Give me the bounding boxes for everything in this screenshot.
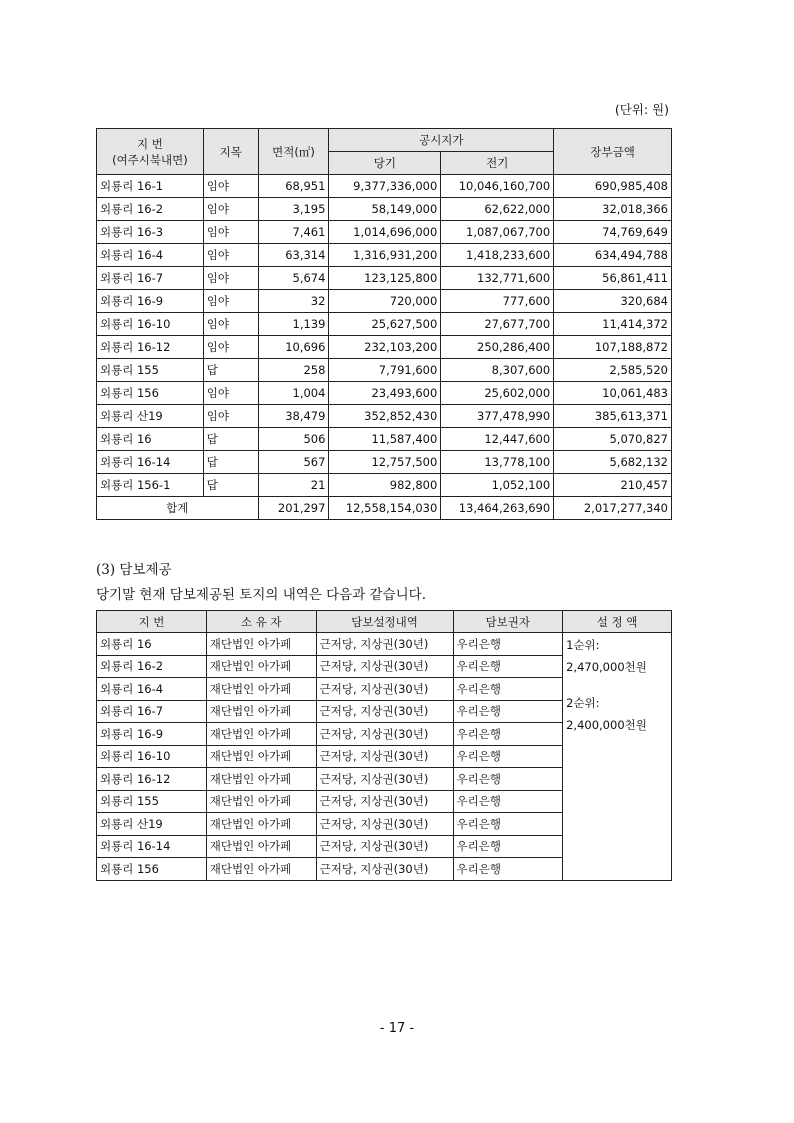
cell-lot: 외룡리 156 — [97, 382, 204, 405]
collateral-cell-lot: 외룡리 155 — [97, 790, 207, 813]
cell-current: 12,757,500 — [329, 451, 441, 474]
cell-area: 3,195 — [258, 198, 329, 221]
cell-category: 임야 — [203, 267, 258, 290]
cell-area: 506 — [258, 428, 329, 451]
page-number: - 17 - — [379, 1021, 415, 1036]
collateral-header-owner: 소 유 자 — [206, 611, 316, 633]
collateral-cell-lot: 외룡리 16-9 — [97, 723, 207, 746]
collateral-table — [96, 610, 672, 881]
header-official-price: 공시지가 — [329, 129, 554, 152]
collateral-cell-holder: 우리은행 — [453, 768, 563, 791]
cell-lot: 외룡리 16-10 — [97, 313, 204, 336]
total-previous: 13,464,263,690 — [441, 497, 554, 520]
collateral-cell-owner: 재단법인 아가페 — [206, 813, 316, 836]
collateral-cell-holder: 우리은행 — [453, 858, 563, 881]
cell-book: 2,585,520 — [554, 359, 672, 382]
table-row — [97, 267, 672, 290]
cell-current: 232,103,200 — [329, 336, 441, 359]
collateral-cell-details: 근저당, 지상권(30년) — [316, 678, 453, 701]
cell-previous: 1,418,233,600 — [441, 244, 554, 267]
cell-current: 58,149,000 — [329, 198, 441, 221]
collateral-cell-owner: 재단법인 아가페 — [206, 858, 316, 881]
cell-lot: 외룡리 16 — [97, 428, 204, 451]
cell-category: 임야 — [203, 244, 258, 267]
collateral-cell-details: 근저당, 지상권(30년) — [316, 813, 453, 836]
cell-current: 11,587,400 — [329, 428, 441, 451]
cell-area: 258 — [258, 359, 329, 382]
cell-area: 567 — [258, 451, 329, 474]
cell-category: 임야 — [203, 198, 258, 221]
collateral-cell-holder: 우리은행 — [453, 813, 563, 836]
collateral-cell-holder: 우리은행 — [453, 723, 563, 746]
cell-lot: 외룡리 16-3 — [97, 221, 204, 244]
cell-area: 1,139 — [258, 313, 329, 336]
table-row — [97, 474, 672, 497]
total-area: 201,297 — [258, 497, 329, 520]
amount-second-value: 2,400,000천원 — [566, 718, 647, 732]
collateral-amount-cell — [563, 633, 672, 881]
cell-current: 982,800 — [329, 474, 441, 497]
header-lot-sub: (여주시북내면) — [112, 152, 188, 167]
cell-area: 10,696 — [258, 336, 329, 359]
cell-previous: 777,600 — [441, 290, 554, 313]
table-row — [97, 633, 672, 656]
header-lot — [97, 129, 204, 175]
collateral-cell-lot: 외룡리 16-4 — [97, 678, 207, 701]
cell-previous: 13,778,100 — [441, 451, 554, 474]
collateral-header-holder: 담보권자 — [453, 611, 563, 633]
total-book: 2,017,277,340 — [554, 497, 672, 520]
land-table-body — [97, 175, 672, 520]
collateral-cell-holder: 우리은행 — [453, 700, 563, 723]
cell-lot: 외룡리 16-12 — [97, 336, 204, 359]
collateral-cell-owner: 재단법인 아가페 — [206, 835, 316, 858]
cell-current: 9,377,336,000 — [329, 175, 441, 198]
table-row — [97, 244, 672, 267]
table-row — [97, 313, 672, 336]
cell-previous: 62,622,000 — [441, 198, 554, 221]
total-row — [97, 497, 672, 520]
cell-previous: 250,286,400 — [441, 336, 554, 359]
collateral-cell-holder: 우리은행 — [453, 633, 563, 656]
cell-category: 임야 — [203, 382, 258, 405]
cell-area: 21 — [258, 474, 329, 497]
land-table — [96, 128, 672, 520]
collateral-cell-details: 근저당, 지상권(30년) — [316, 700, 453, 723]
table-row — [97, 451, 672, 474]
collateral-cell-owner: 재단법인 아가페 — [206, 745, 316, 768]
cell-lot: 외룡리 16-4 — [97, 244, 204, 267]
collateral-cell-details: 근저당, 지상권(30년) — [316, 835, 453, 858]
collateral-cell-owner: 재단법인 아가페 — [206, 790, 316, 813]
cell-previous: 132,771,600 — [441, 267, 554, 290]
cell-lot: 외룡리 156-1 — [97, 474, 204, 497]
cell-book: 11,414,372 — [554, 313, 672, 336]
header-area: 면적(㎡) — [258, 129, 329, 175]
cell-previous: 25,602,000 — [441, 382, 554, 405]
cell-previous: 1,087,067,700 — [441, 221, 554, 244]
cell-book: 10,061,483 — [554, 382, 672, 405]
table-row — [97, 198, 672, 221]
header-current: 당기 — [329, 152, 441, 175]
cell-current: 123,125,800 — [329, 267, 441, 290]
cell-lot: 외룡리 16-9 — [97, 290, 204, 313]
section-description: 당기말 현재 담보제공된 토지의 내역은 다음과 같습니다. — [96, 587, 426, 603]
cell-previous: 1,052,100 — [441, 474, 554, 497]
collateral-cell-lot: 외룡리 16-14 — [97, 835, 207, 858]
cell-previous: 377,478,990 — [441, 405, 554, 428]
total-label: 합계 — [97, 497, 259, 520]
cell-category: 임야 — [203, 336, 258, 359]
header-category: 지목 — [203, 129, 258, 175]
cell-book: 5,682,132 — [554, 451, 672, 474]
amount-first-value: 2,470,000천원 — [566, 660, 647, 674]
cell-current: 352,852,430 — [329, 405, 441, 428]
table-row — [97, 336, 672, 359]
table-row — [97, 382, 672, 405]
section-title: (3) 담보제공 — [96, 562, 172, 578]
collateral-cell-details: 근저당, 지상권(30년) — [316, 655, 453, 678]
cell-category: 임야 — [203, 175, 258, 198]
cell-book: 56,861,411 — [554, 267, 672, 290]
cell-lot: 외룡리 산19 — [97, 405, 204, 428]
collateral-cell-owner: 재단법인 아가페 — [206, 633, 316, 656]
cell-previous: 12,447,600 — [441, 428, 554, 451]
header-lot-label: 지 번 — [136, 136, 163, 151]
table-row — [97, 405, 672, 428]
collateral-table-body — [97, 633, 672, 881]
table-row — [97, 428, 672, 451]
collateral-cell-lot: 외룡리 16-2 — [97, 655, 207, 678]
cell-book: 74,769,649 — [554, 221, 672, 244]
collateral-header-details: 담보설정내역 — [316, 611, 453, 633]
collateral-header-amount: 설 정 액 — [563, 611, 672, 633]
cell-book: 210,457 — [554, 474, 672, 497]
cell-book: 690,985,408 — [554, 175, 672, 198]
collateral-cell-owner: 재단법인 아가페 — [206, 700, 316, 723]
cell-category: 임야 — [203, 313, 258, 336]
cell-previous: 27,677,700 — [441, 313, 554, 336]
cell-lot: 외룡리 155 — [97, 359, 204, 382]
collateral-header-lot: 지 번 — [97, 611, 207, 633]
cell-previous: 8,307,600 — [441, 359, 554, 382]
cell-book: 320,684 — [554, 290, 672, 313]
unit-label: (단위: 원) — [614, 102, 669, 117]
collateral-cell-holder: 우리은행 — [453, 678, 563, 701]
collateral-cell-details: 근저당, 지상권(30년) — [316, 790, 453, 813]
cell-lot: 외룡리 16-2 — [97, 198, 204, 221]
cell-book: 385,613,371 — [554, 405, 672, 428]
cell-area: 63,314 — [258, 244, 329, 267]
collateral-cell-details: 근저당, 지상권(30년) — [316, 858, 453, 881]
cell-lot: 외룡리 16-14 — [97, 451, 204, 474]
cell-category: 답 — [203, 474, 258, 497]
cell-current: 1,316,931,200 — [329, 244, 441, 267]
cell-previous: 10,046,160,700 — [441, 175, 554, 198]
cell-current: 720,000 — [329, 290, 441, 313]
cell-current: 7,791,600 — [329, 359, 441, 382]
collateral-cell-holder: 우리은행 — [453, 745, 563, 768]
cell-area: 5,674 — [258, 267, 329, 290]
cell-category: 답 — [203, 451, 258, 474]
cell-current: 25,627,500 — [329, 313, 441, 336]
cell-current: 1,014,696,000 — [329, 221, 441, 244]
cell-book: 634,494,788 — [554, 244, 672, 267]
collateral-cell-details: 근저당, 지상권(30년) — [316, 768, 453, 791]
collateral-cell-lot: 외룡리 16-10 — [97, 745, 207, 768]
cell-category: 임야 — [203, 405, 258, 428]
table-row — [97, 175, 672, 198]
collateral-cell-details: 근저당, 지상권(30년) — [316, 723, 453, 746]
cell-lot: 외룡리 16-7 — [97, 267, 204, 290]
cell-category: 임야 — [203, 221, 258, 244]
collateral-cell-holder: 우리은행 — [453, 835, 563, 858]
cell-area: 68,951 — [258, 175, 329, 198]
amount-second-rank: 2순위: — [566, 696, 600, 710]
cell-current: 23,493,600 — [329, 382, 441, 405]
cell-area: 1,004 — [258, 382, 329, 405]
collateral-cell-details: 근저당, 지상권(30년) — [316, 633, 453, 656]
cell-lot: 외룡리 16-1 — [97, 175, 204, 198]
collateral-cell-owner: 재단법인 아가페 — [206, 678, 316, 701]
table-row — [97, 221, 672, 244]
collateral-cell-owner: 재단법인 아가페 — [206, 723, 316, 746]
collateral-cell-owner: 재단법인 아가페 — [206, 655, 316, 678]
cell-book: 32,018,366 — [554, 198, 672, 221]
collateral-cell-lot: 외룡리 156 — [97, 858, 207, 881]
cell-area: 32 — [258, 290, 329, 313]
cell-category: 답 — [203, 428, 258, 451]
header-book-value: 장부금액 — [554, 129, 672, 175]
cell-area: 7,461 — [258, 221, 329, 244]
cell-book: 5,070,827 — [554, 428, 672, 451]
amount-spacer — [566, 678, 668, 692]
amount-first-rank: 1순위: — [566, 638, 600, 652]
header-previous: 전기 — [441, 152, 554, 175]
table-row — [97, 359, 672, 382]
total-current: 12,558,154,030 — [329, 497, 441, 520]
collateral-cell-lot: 외룡리 16-12 — [97, 768, 207, 791]
cell-category: 임야 — [203, 290, 258, 313]
collateral-cell-holder: 우리은행 — [453, 655, 563, 678]
table-row — [97, 290, 672, 313]
collateral-cell-owner: 재단법인 아가페 — [206, 768, 316, 791]
collateral-cell-lot: 외룡리 산19 — [97, 813, 207, 836]
cell-book: 107,188,872 — [554, 336, 672, 359]
collateral-cell-lot: 외룡리 16 — [97, 633, 207, 656]
collateral-cell-lot: 외룡리 16-7 — [97, 700, 207, 723]
cell-area: 38,479 — [258, 405, 329, 428]
collateral-cell-holder: 우리은행 — [453, 790, 563, 813]
cell-category: 답 — [203, 359, 258, 382]
collateral-cell-details: 근저당, 지상권(30년) — [316, 745, 453, 768]
